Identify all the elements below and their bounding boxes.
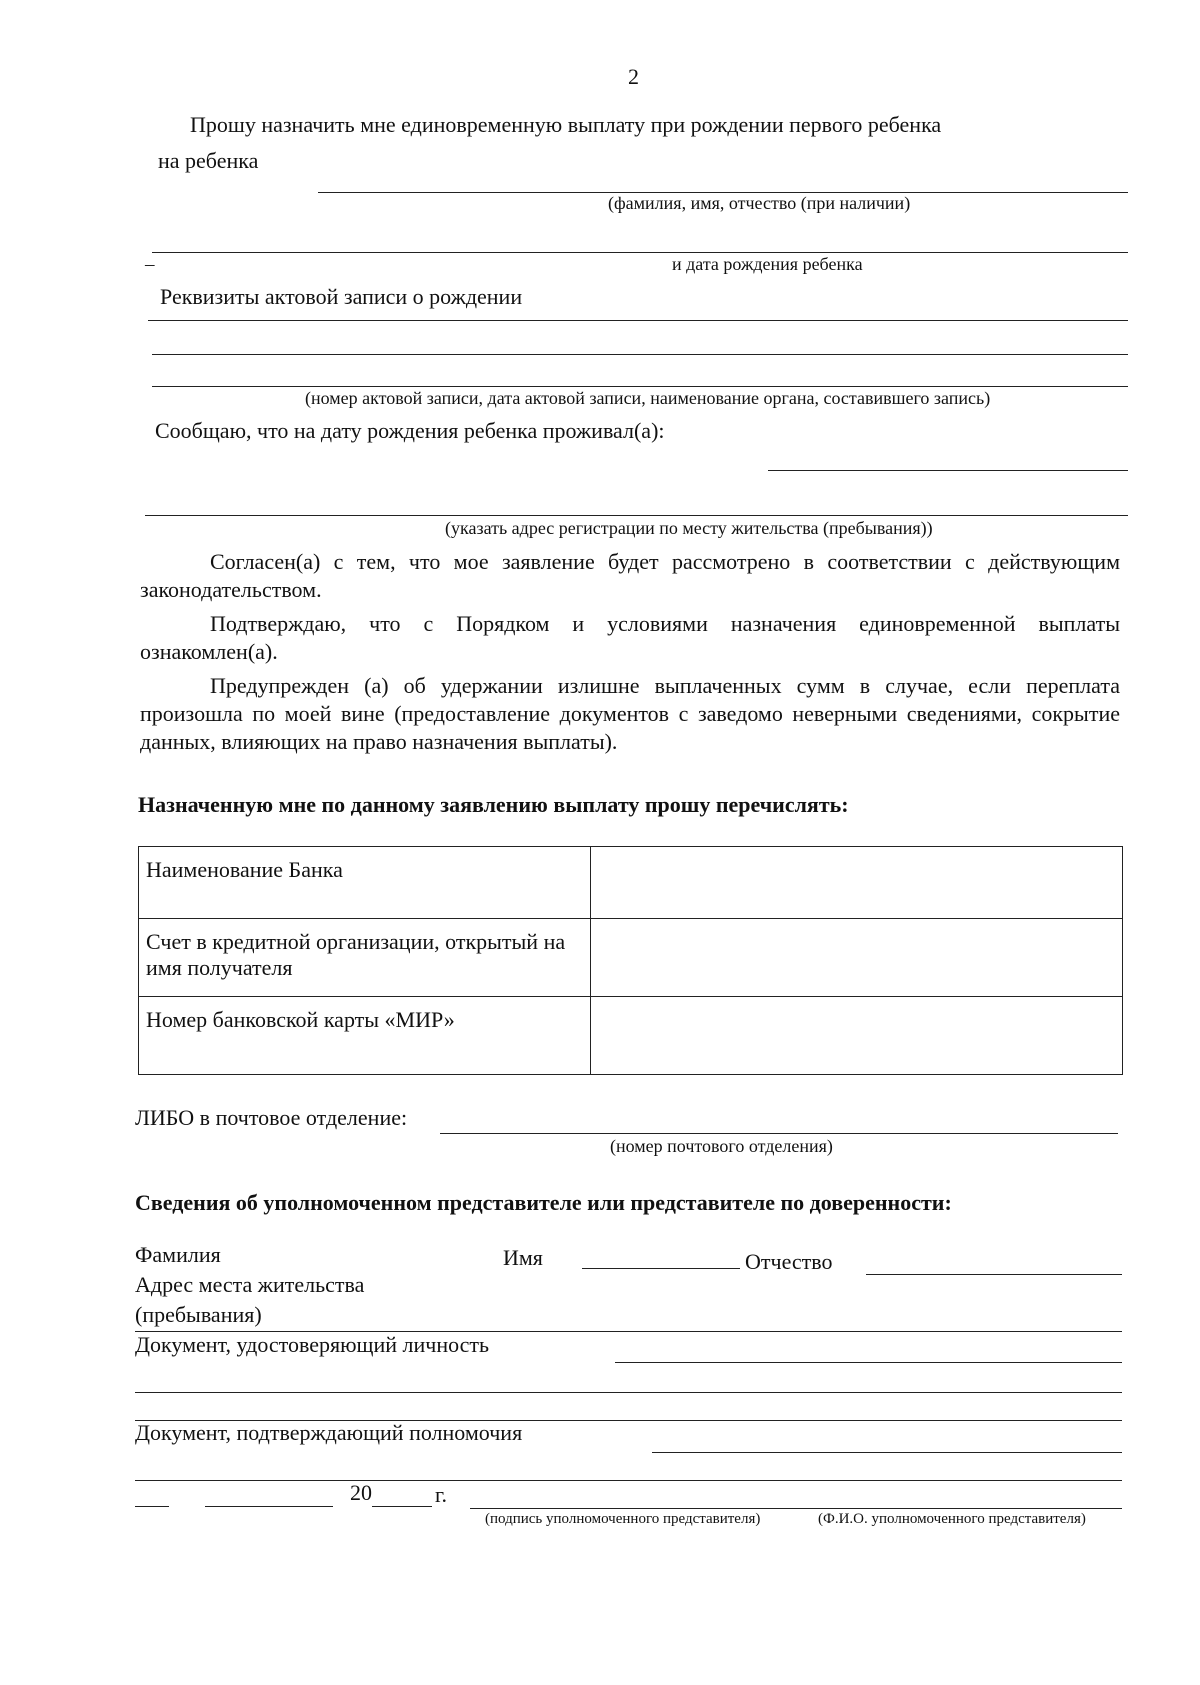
month-field-line[interactable] <box>205 1506 333 1507</box>
year-suffix: г. <box>435 1482 448 1507</box>
fio-caption: (Ф.И.О. уполномоченного представителя) <box>818 1511 1086 1527</box>
residence-line-1[interactable] <box>768 470 1128 471</box>
birth-date-caption: и дата рождения ребенка <box>672 254 863 274</box>
statement-consent-text: Согласен(а) с тем, что мое заявление будет рассмотрено в соответствии с действующим законодательством. <box>140 549 1120 602</box>
statement-warning-text: Предупрежден (а) об удержании излишне выплаченных сумм в случае, если переплата произошла по моей вине (предоставление документов с заведомо неверными сведениями, сокрытие данных, влияющих на право назначения выплаты). <box>140 673 1120 754</box>
name-field-line[interactable] <box>582 1268 740 1269</box>
authority-doc-label: Документ, подтверждающий полномочия <box>135 1420 523 1445</box>
statement-confirm-text: Подтверждаю, что с Порядком и условиями назначения единовременной выплаты ознакомлен(а). <box>140 611 1120 664</box>
id-doc-label: Документ, удостоверяющий личность <box>135 1332 490 1357</box>
surname-label: Фамилия <box>135 1242 221 1267</box>
authority-doc-line-1[interactable] <box>652 1452 1122 1453</box>
year-field-line[interactable] <box>372 1506 432 1507</box>
address-label-1: Адрес места жительства <box>135 1272 365 1297</box>
birth-record-label: Реквизиты актовой записи о рождении <box>160 284 523 309</box>
bank-name-label: Наименование Банка <box>139 847 591 919</box>
table-row <box>139 919 1123 997</box>
page-number: 2 <box>628 64 639 89</box>
account-label: Счет в кредитной организации, открытый на имя получателя <box>139 919 591 997</box>
payment-heading: Назначенную мне по данному заявлению выплату прошу перечислять: <box>138 792 849 817</box>
post-office-label: ЛИБО в почтовое отделение: <box>135 1105 408 1130</box>
statement-confirm <box>140 610 1120 666</box>
dash-mark: – <box>145 254 155 275</box>
post-office-caption: (номер почтового отделения) <box>610 1136 833 1156</box>
authority-doc-line-2[interactable] <box>135 1480 1122 1481</box>
birth-record-caption: (номер актовой записи, дата актовой записи, наименование органа, составившего запись) <box>305 388 991 408</box>
post-office-field-line[interactable] <box>440 1133 1118 1134</box>
request-line-1: Прошу назначить мне единовременную выплату при рождении первого ребенка <box>190 112 942 137</box>
representative-heading: Сведения об уполномоченном представителе или представителе по доверенности: <box>135 1190 952 1215</box>
mir-card-label: Номер банковской карты «МИР» <box>139 997 591 1075</box>
statement-warning <box>140 672 1120 756</box>
name-label: Имя <box>503 1245 543 1270</box>
residence-caption: (указать адрес регистрации по месту жительства (пребывания)) <box>445 518 933 538</box>
table-row <box>139 847 1123 919</box>
request-line-2: на ребенка <box>158 148 259 173</box>
id-doc-line-1[interactable] <box>615 1362 1122 1363</box>
signature-field-line[interactable] <box>470 1508 1122 1509</box>
bank-name-field[interactable] <box>591 847 1123 919</box>
residence-line-2[interactable] <box>145 515 1128 516</box>
mir-card-field[interactable] <box>591 997 1123 1075</box>
birth-record-line-1[interactable] <box>148 320 1128 321</box>
address-label-2: (пребывания) <box>135 1302 262 1327</box>
residence-label: Сообщаю, что на дату рождения ребенка проживал(а): <box>155 418 665 443</box>
bank-details-table <box>138 846 1123 1075</box>
child-name-field-line-2[interactable] <box>152 252 1128 253</box>
patronymic-field-line[interactable] <box>866 1274 1122 1275</box>
patronymic-label: Отчество <box>745 1249 833 1274</box>
birth-record-line-3[interactable] <box>152 386 1128 387</box>
account-field[interactable] <box>591 919 1123 997</box>
birth-record-line-2[interactable] <box>152 354 1128 355</box>
statement-consent <box>140 548 1120 604</box>
table-row <box>139 997 1123 1075</box>
id-doc-line-2[interactable] <box>135 1392 1122 1393</box>
signature-caption: (подпись уполномоченного представителя) <box>485 1511 761 1527</box>
day-field-line[interactable] <box>135 1506 169 1507</box>
child-name-caption: (фамилия, имя, отчество (при наличии) <box>608 193 911 213</box>
year-prefix: 20 <box>350 1480 372 1505</box>
